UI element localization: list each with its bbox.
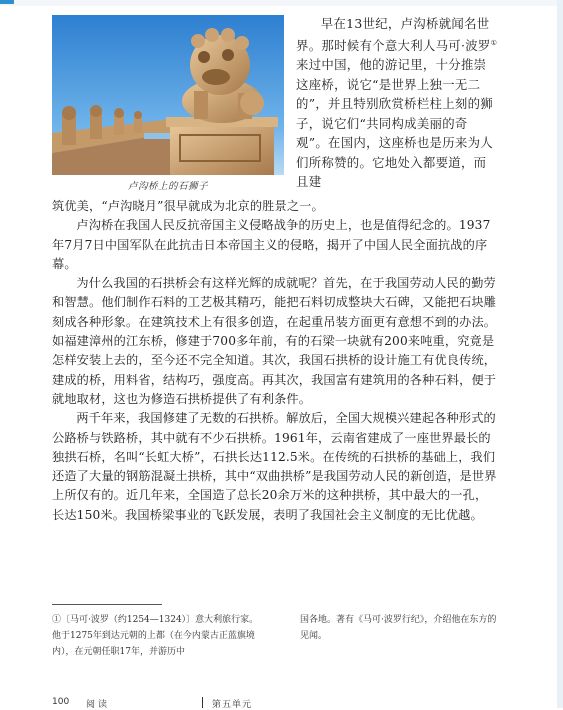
paragraph-text-rest: 来过中国，他的游记里，十分推崇这座桥，说它“是世界上独一无二的”，并且特别欣赏桥栏柱上刻的狮子，说它们“共同构成美丽的奇观”。在国内，这座桥也是历来为人们所称赞的。它地处入都要道，而且建	[296, 57, 493, 190]
footnote-marker[interactable]: ①	[490, 38, 498, 47]
page-number: 100	[52, 697, 70, 707]
paragraph: 两千年来，我国修建了无数的石拱桥。解放后，全国大规模兴建起各种形式的公路桥与铁路桥，其中就有不少石拱桥。1961年，云南省建成了一座世界最长的独拱石桥，名叫“长虹大桥”，石拱长达112.5米。在传统的石拱桥的基础上，我们还造了大量的钢筋混凝土拱桥，其中“双曲拱桥”是我国劳动人民的新创造，是世界上所仅有的。近几年来，全国造了总长20余万米的这种拱桥，其中最大的一孔，长达150米。我国桥梁事业的飞跃发展，表明了我国社会主义制度的无比优越。	[52, 411, 497, 522]
paragraph-continuation: 筑优美，“卢沟晓月”很早就成为北京的胜景之一。	[52, 199, 324, 213]
book-label: 阅读	[86, 700, 111, 710]
footnote-left-column	[52, 612, 266, 660]
wrapped-paragraph	[296, 14, 499, 192]
right-margin-bar	[557, 0, 563, 708]
paragraph: 为什么我国的石拱桥会有这样光辉的成就呢？首先，在于我国劳动人民的勤劳和智慧。他们制作石料的工艺极其精巧，能把石料切成整块大石碑，又能把石块雕刻成各种形象。在建筑技术上有很多创造，在起重吊装方面更有意想不到的办法。如福建漳州的江东桥，修建于700多年前，有的石梁一块就有200来吨重，究竟是怎样安装上去的，至今还不完全知道。其次，我国石拱桥的设计施工有优良传统，建成的桥，用料省，结构巧，强度高。再其次，我国富有建筑用的各种石料，便于就地取材，这也为修造石拱桥提供了有利条件。	[52, 276, 497, 406]
top-edge-bar	[0, 0, 563, 6]
stone-lion-photo	[52, 15, 284, 175]
top-edge-mark	[0, 0, 14, 4]
footnote-right-column	[300, 612, 498, 644]
footnote-divider	[52, 604, 162, 605]
main-text	[52, 197, 498, 525]
footnote-text: ①〔马可·波罗（约1254—1324）〕意大利旅行家。他于1275年到达元朝的上都（在今内蒙古正蓝旗境内），在元朝任职17年，并游历中	[52, 615, 259, 657]
photo-caption: 卢沟桥上的石狮子	[127, 181, 208, 192]
footnote-text-continued: 国各地。著有《马可·波罗行纪》，介绍他在东方的见闻。	[300, 615, 497, 641]
page-footer	[52, 697, 498, 708]
footer-separator	[202, 697, 203, 708]
unit-label: 第五单元	[212, 700, 253, 710]
paragraph: 卢沟桥在我国人民反抗帝国主义侵略战争的历史上，也是值得纪念的。1937年7月7日中国军队在此抗击日本帝国主义的侵略，揭开了中国人民全面抗战的序幕。	[52, 218, 491, 271]
paragraph-text-start: 早在13世纪，卢沟桥就闻名世界。那时候有个意大利人马可·波罗	[296, 16, 491, 53]
